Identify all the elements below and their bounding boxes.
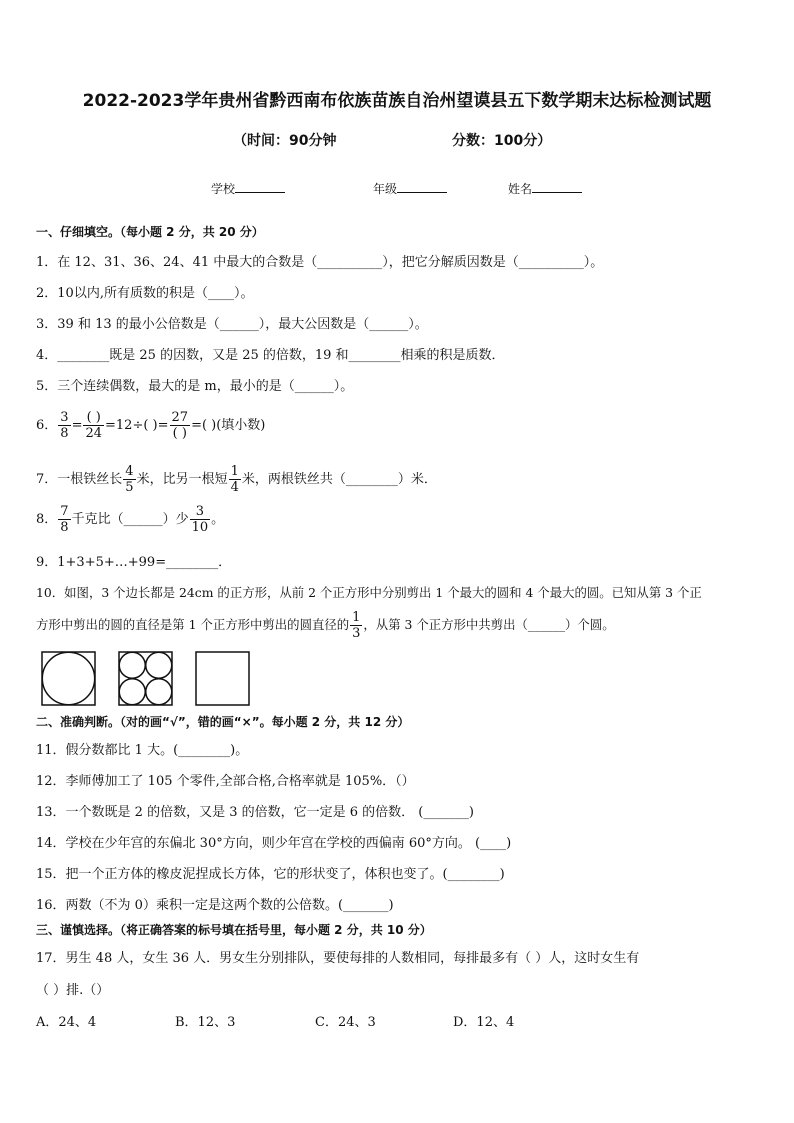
q7-f2-num: 1 (230, 464, 239, 479)
q6-f3-num: 27 (171, 410, 189, 425)
question-17-line-2: （ ）排.（） (36, 983, 110, 998)
q6-fraction-2 (83, 410, 104, 441)
q8-prefix: 8． (36, 512, 58, 527)
grade-field[interactable] (373, 180, 447, 197)
small-circle-1 (119, 652, 145, 678)
exam-time: （时间：90分钟 (233, 133, 337, 149)
square-figures (41, 651, 251, 711)
grade-blank[interactable] (397, 180, 447, 193)
school-label: 学校 (211, 182, 236, 196)
q8-f2-num: 3 (195, 504, 204, 519)
q7-f2-den: 4 (230, 480, 239, 495)
q8-mid: 千克比（______）少 (71, 512, 189, 527)
q7-f1-num: 4 (125, 464, 134, 479)
question-3: 3．39 和 13 的最小公倍数是（______），最大公因数是（______）。 (36, 317, 428, 332)
question-17-line-1: 17．男生 48 人，女生 36 人．男女生分别排队，要使每排的人数相同，每排最多有（ ）人，这时女生有 (36, 951, 640, 966)
question-7 (36, 464, 437, 495)
exam-title: 2022-2023学年贵州省黔西南布依族苗族自治州望谟县五下数学期末达标检测试题 (82, 91, 712, 111)
question-8 (36, 504, 224, 535)
section-heading-fill: 一、仔细填空。（每小题 2 分，共 20 分） (36, 225, 264, 239)
q7-fraction-1 (123, 464, 135, 495)
section-heading-choice: 三、谨慎选择。（将正确答案的标号填在括号里，每小题 2 分，共 10 分） (36, 923, 432, 937)
q10-f-num: 1 (352, 610, 361, 625)
q7-fraction-2 (229, 464, 241, 495)
question-4: 4．________既是 25 的因数，又是 25 的倍数，19 和________相乘的积是质数． (36, 348, 505, 363)
question-5: 5．三个连续偶数，最大的是 m，最小的是（______）。 (36, 379, 354, 394)
q8-tail: 。 (211, 512, 225, 527)
question-15: 15．把一个正方体的橡皮泥捏成长方体，它的形状变了，体积也变了。(________) (36, 867, 505, 882)
q17-option-d[interactable]: D．12、4 (453, 1015, 515, 1030)
big-circle (42, 652, 94, 704)
question-9: 9．1+3+5+…+99=________． (36, 555, 232, 570)
exam-score: 分数：100分） (452, 133, 552, 149)
q6-f2-num: ( ) (86, 410, 101, 425)
question-11: 11．假分数都比 1 大。(________)。 (36, 743, 249, 758)
q7-f1-den: 5 (125, 480, 134, 495)
squares-svg (41, 651, 251, 707)
q6-fraction-1 (58, 410, 70, 441)
question-10-line-2 (36, 610, 615, 641)
q17-option-a[interactable]: A．24、4 (36, 1015, 97, 1030)
name-label: 姓名 (508, 182, 533, 196)
q17-option-b[interactable]: B．12、3 (175, 1015, 236, 1030)
q6-f2-den: 24 (85, 426, 103, 441)
name-blank[interactable] (532, 180, 582, 193)
q6-eq: = (71, 418, 83, 433)
square-3 (196, 652, 249, 705)
q6-prefix: 6． (36, 418, 58, 433)
q8-fraction-2 (190, 504, 211, 535)
q10-tail: ，从第 3 个正方形中共剪出（______）个圆。 (363, 617, 615, 632)
q6-tail: =( )(填小数) (191, 418, 266, 433)
q8-fraction-1 (58, 504, 70, 535)
question-12: 12．李师傅加工了 105 个零件,全部合格,合格率就是 105%．（） (36, 774, 415, 789)
question-6 (36, 410, 265, 441)
question-1: 1．在 12、31、36、24、41 中最大的合数是（__________），把它分解质因数是（__________）。 (36, 255, 604, 270)
q10-f-den: 3 (352, 626, 361, 641)
q8-f2-den: 10 (191, 520, 209, 535)
square-2 (119, 652, 172, 705)
q7-tail: 米，两根铁丝共（________）米． (241, 472, 437, 487)
q6-fraction-3 (170, 410, 191, 441)
question-10-line-1: 10．如图，3 个边长都是 24cm 的正方形，从前 2 个正方形中分别剪出 1 个最大的圆和 4 个最大的圆。已知从第 3 个正 (36, 585, 702, 600)
q10-fraction (350, 610, 362, 641)
school-field[interactable] (211, 180, 285, 197)
q6-f1-num: 3 (60, 410, 69, 425)
small-circle-3 (119, 679, 145, 705)
q8-f1-num: 7 (60, 504, 69, 519)
question-13: 13．一个数既是 2 的倍数，又是 3 的倍数，它一定是 6 的倍数． (_______) (36, 805, 474, 820)
q10-prefix: 方形中剪出的圆的直径是第 1 个正方形中剪出的圆直径的 (36, 617, 350, 632)
q6-f3-den: ( ) (172, 426, 187, 441)
grade-label: 年级 (373, 182, 398, 196)
question-16: 16．两数（不为 0）乘积一定是这两个数的公倍数。(_______) (36, 898, 394, 913)
q7-prefix: 7．一根铁丝长 (36, 472, 123, 487)
q8-f1-den: 8 (60, 520, 69, 535)
school-blank[interactable] (235, 180, 285, 193)
section-heading-judge: 二、准确判断。（对的画“√”，错的画“×”。每小题 2 分，共 12 分） (36, 715, 410, 729)
question-14: 14．学校在少年宫的东偏北 30°方向，则少年宫在学校的西偏南 60°方向。 (____) (36, 836, 512, 851)
q6-f1-den: 8 (60, 426, 69, 441)
name-field[interactable] (508, 180, 582, 197)
small-circle-4 (146, 679, 172, 705)
question-2: 2．10以内,所有质数的积是（____）。 (36, 286, 254, 301)
small-circle-2 (146, 652, 172, 678)
q6-mid: =12÷( )= (105, 418, 169, 433)
q17-option-c[interactable]: C．24、3 (315, 1015, 376, 1030)
q7-mid: 米，比另一根短 (136, 472, 228, 487)
